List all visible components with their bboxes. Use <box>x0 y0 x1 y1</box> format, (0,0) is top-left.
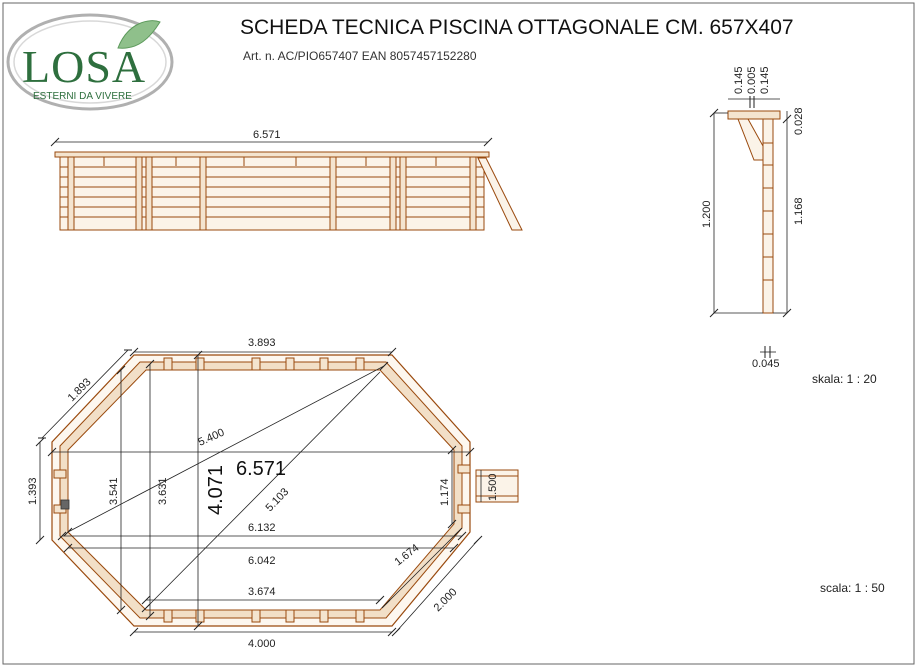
plan-view <box>27 337 885 650</box>
section-scale-label: skala: 1 : 20 <box>812 372 877 386</box>
plan-inner-height-2-label: 3.631 <box>157 477 169 505</box>
plan-inner-height-1-label: 3.541 <box>108 477 120 505</box>
wall-post <box>390 157 396 230</box>
section-view <box>701 66 877 386</box>
side-wall <box>60 157 484 230</box>
section-top-label-1: 0.145 <box>733 66 745 94</box>
wall-post <box>400 157 406 230</box>
plan-bottom-right-side-label: 2.000 <box>431 586 460 615</box>
logo-tagline: ESTERNI DA VIVERE <box>33 91 132 102</box>
section-thickness-label: 0.045 <box>752 358 780 370</box>
side-length-label: 6.571 <box>253 129 281 141</box>
wall-post <box>136 157 142 230</box>
page-title: SCHEDA TECNICA PISCINA OTTAGONALE CM. 657X407 <box>240 16 794 39</box>
wall-post <box>200 157 206 230</box>
plan-diag-1-label: 5.400 <box>196 426 227 449</box>
ladder <box>478 158 522 230</box>
wall-post <box>470 157 476 230</box>
section-wall <box>763 119 773 313</box>
plan-bottom-inner-label: 3.674 <box>248 586 276 598</box>
section-total-height-label: 1.200 <box>701 200 713 228</box>
side-view <box>51 129 522 230</box>
skimmer <box>61 500 69 509</box>
pool-inner-outline <box>65 370 454 610</box>
wall-post <box>68 157 74 230</box>
plan-diag-2-label: 5.103 <box>263 485 292 515</box>
losa-logo <box>8 15 172 109</box>
plan-outer-height-label: 4.071 <box>205 464 227 515</box>
section-top-label-3: 0.145 <box>759 66 771 94</box>
logo-brand: LOSA <box>22 41 147 92</box>
plan-top-outer-label: 3.893 <box>248 337 276 349</box>
top-cap-rail <box>55 152 489 157</box>
article-info: Art. n. AC/PIO657407 EAN 8057457152280 <box>243 49 477 63</box>
wall-post <box>146 157 152 230</box>
plan-left-end-label: 1.393 <box>27 477 39 505</box>
section-cap <box>728 111 780 119</box>
plan-inner-length-1-label: 6.132 <box>248 522 276 534</box>
wall-post <box>330 157 336 230</box>
plan-overall-length-label: 6.571 <box>236 458 287 480</box>
plan-short-diag-label: 1.674 <box>392 541 422 569</box>
plan-inner-length-2-label: 6.042 <box>248 555 276 567</box>
section-cap-label: 0.028 <box>793 107 805 135</box>
plan-right-inner-label: 1.174 <box>439 478 451 506</box>
section-bracket <box>738 119 763 160</box>
plan-bottom-outer-label: 4.000 <box>248 638 276 650</box>
section-wall-height-label: 1.168 <box>793 197 805 225</box>
plan-top-left-side-label: 1.893 <box>65 376 94 405</box>
plan-scale-label: scala: 1 : 50 <box>820 581 885 595</box>
section-top-label-2: 0.005 <box>746 66 758 94</box>
plan-ladder-width-label: 1.500 <box>487 473 499 501</box>
